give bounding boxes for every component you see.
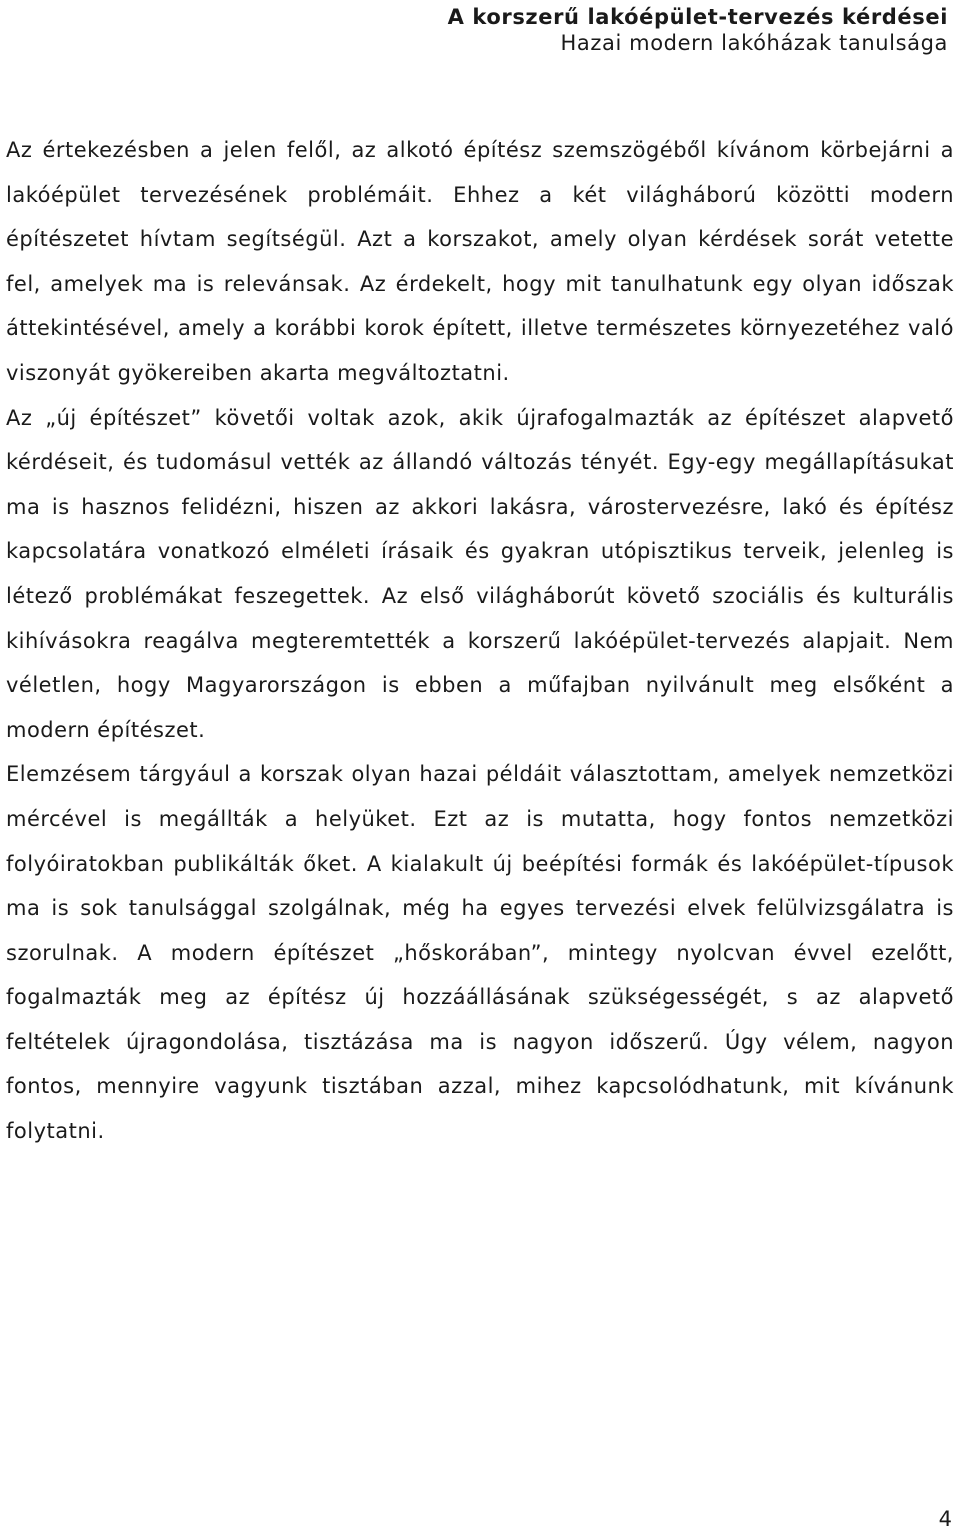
paragraph-1: Az értekezésben a jelen felől, az alkotó építész szemszögéből kívánom körbejárni a lakóépület tervezésének problémáit. Ehhez a két világháború közötti modern építészetet hívtam segítségül. Azt a korszakot, amely olyan kérdések sorát vetette fel, amelyek ma is relevánsak. Az érdekelt, hogy mit tanulhatunk egy olyan időszak áttekintésével, amely a korábbi korok épített, illetve természetes környezetéhez való viszonyát gyökereiben akarta megváltoztatni. xyxy=(6,138,954,385)
paragraph-2: Az „új építészet” követői voltak azok, akik újrafogalmazták az építészet alapvető kérdéseit, és tudomásul vették az állandó változás tényét. Egy-egy megállapításukat ma is hasznos felidézni, hiszen az akkori lakásra, várostervezésre, lakó és építész kapcsolatára vonatkozó elméleti írásaik és gyakran utópisztikus terveik, jelenleg is létező problémákat feszegettek. Az első világháborút követő szociális és kulturális kihívásokra reagálva megteremtették a korszerű lakóépület-tervezés alapjait. Nem véletlen, hogy Magyarországon is ebben a műfajban nyilvánult meg elsőként a modern építészet. xyxy=(6,405,954,742)
paragraph-3: Elemzésem tárgyául a korszak olyan hazai példáit választottam, amelyek nemzetközi mércével is megállták a helyüket. Ezt az is mutatta, hogy fontos nemzetközi folyóiratokban publikálták őket. A kialakult új beépítési formák és lakóépület-típusok ma is sok tanulsággal szolgálnak, még ha egyes tervezési elvek felülvizsgálatra is szorulnak. A modern építészet „hőskorában”, mintegy nyolcvan évvel ezelőtt, fogalmazták meg az építész új hozzáállásának szükségességét, s az alapvető feltételek újragondolása, tisztázása ma is nagyon időszerű. Úgy vélem, nagyon fontos, mennyire vagyunk tisztában azzal, mihez kapcsolódhatunk, mit kívánunk folytatni. xyxy=(6,762,954,1144)
header-title: A korszerű lakóépület-tervezés kérdései xyxy=(447,5,948,29)
page-number: 4 xyxy=(938,1507,952,1531)
body-text xyxy=(6,128,954,1154)
running-header xyxy=(448,4,948,56)
header-subtitle: Hazai modern lakóházak tanulsága xyxy=(560,31,948,55)
